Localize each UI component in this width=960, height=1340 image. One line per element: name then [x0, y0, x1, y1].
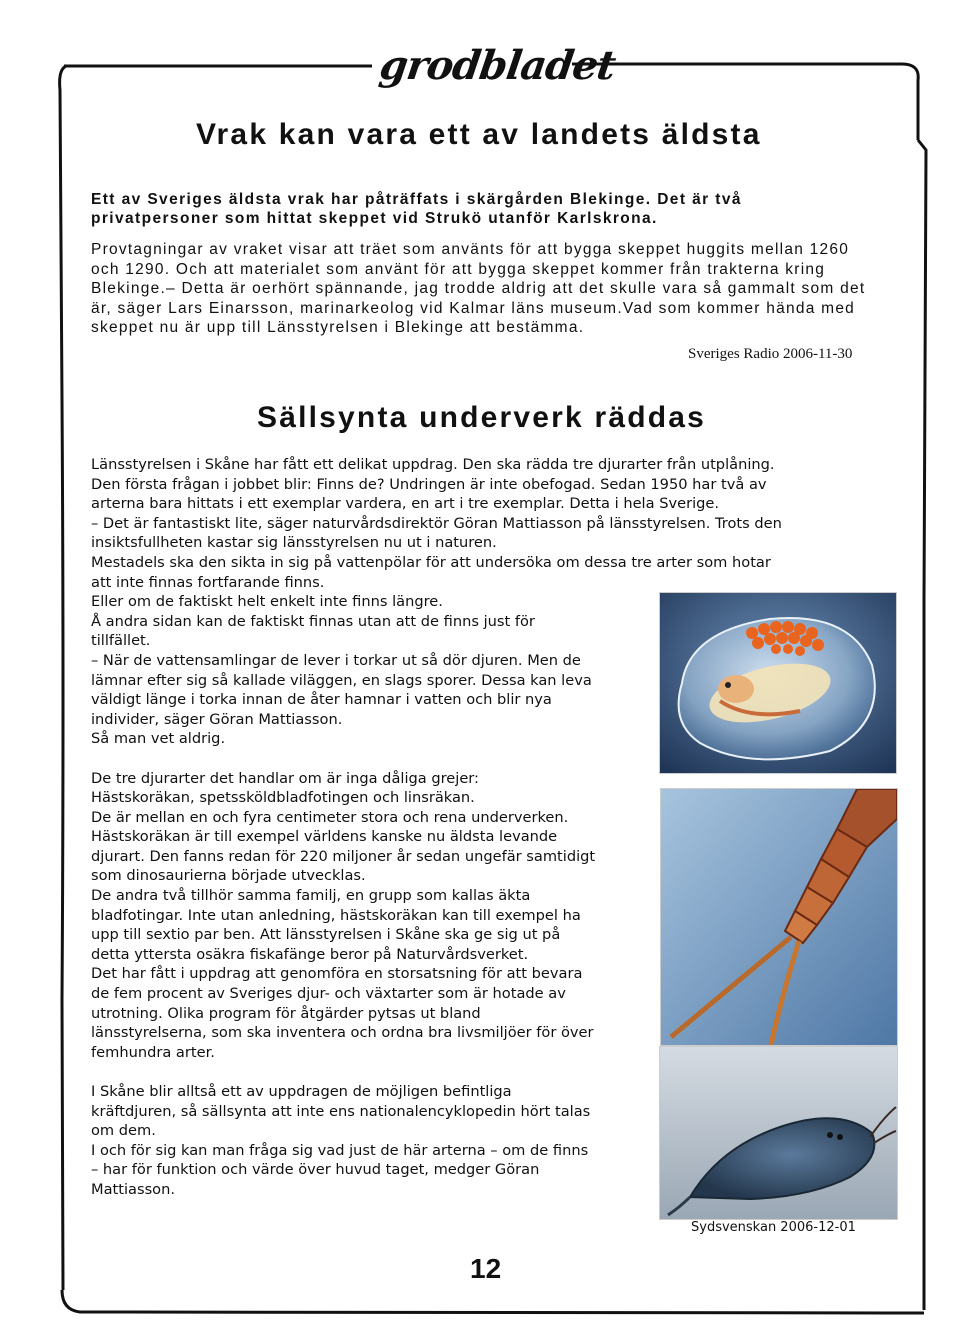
article2-line: I och för sig kan man fråga sig vad just de här arterna – om de finns: [91, 1141, 589, 1159]
article2-line: länsstyrelserna, som ska inventera och ordna bra livsmiljöer för över: [91, 1024, 594, 1042]
article2-line: De andra två tillhör samma familj, en grupp som kallas äkta: [91, 887, 531, 905]
article2-line: Mattiasson.: [91, 1180, 175, 1198]
article2-line: I Skåne blir alltså ett av uppdragen de möjligen befintliga: [91, 1083, 512, 1100]
article2-line: Den första frågan i jobbet blir: Finns de? Undringen är inte obefogad. Sedan 1950 har två av: [91, 475, 767, 493]
article2-line: Det har fått i uppdrag att genomföra en storsatsning för att bevara: [91, 965, 583, 983]
linsraka-photo: [659, 592, 897, 774]
page-number: 12: [470, 1253, 502, 1284]
article2-line: De tre djurarter det handlar om är inga dåliga grejer:: [91, 769, 479, 787]
article2-line: lämnar efter sig så kallade viläggen, en slags sporer. Dessa kan leva: [91, 671, 592, 689]
spetsskoldbladfoting-tail-photo: [660, 788, 898, 1046]
article2-line: Hästskoräkan är till exempel världens kanske nu äldsta levande: [91, 828, 558, 846]
article2-line: arterna bara hittats i ett exemplar vardera, en art i tre exemplar. Detta i hela Sverige.: [91, 495, 720, 513]
article2-line: de fem procent av Sveriges djur- och växtarter som är hotade av: [91, 985, 566, 1003]
article1-lead: Ett av Sveriges äldsta vrak har påträffats i skärgården Blekinge. Det är två privatpersoner som hittat skeppet vid Strukö utanför Karlskrona.: [91, 191, 742, 227]
article2-line: Mestadels ska den sikta in sig på vattenpölar för att undersöka om dessa tre arter som hotar: [91, 553, 771, 571]
article2-line: Så man vet aldrig.: [91, 730, 226, 748]
article2-line: Å andra sidan kan de faktiskt finnas utan att de finns just för: [91, 612, 535, 630]
article2-line: individer, säger Göran Mattiasson.: [91, 710, 343, 728]
article2-line: Eller om de faktiskt helt enkelt inte finns längre.: [91, 593, 443, 611]
article2-line: – Det är fantastiskt lite, säger naturvårdsdirektör Göran Mattiasson på länsstyrelsen. Trots den: [91, 514, 782, 532]
hastskoraka-photo: [659, 1046, 898, 1220]
article2-line: som dinosaurierna började utvecklas.: [91, 867, 366, 885]
article2-line: De är mellan en och fyra centimeter stora och rena underverken.: [91, 808, 569, 826]
article2-line: bladfotingar. Inte utan anledning, hästskoräkan kan till exempel ha: [91, 906, 581, 924]
article2-line: Hästskoräkan, spetssköldbladfotingen och linsräkan.: [91, 789, 475, 807]
article2-source: Sydsvenskan 2006-12-01: [691, 1220, 856, 1235]
grodbladet-logo: grodbladet: [376, 42, 618, 89]
article2-line: detta yttersta osäkra fiskafänge beror på Naturvårdsverket.: [91, 945, 529, 963]
article2-line: femhundra arter.: [91, 1043, 215, 1061]
article1-title: Vrak kan vara ett av landets äldsta: [196, 118, 762, 151]
article2-line: om dem.: [91, 1122, 156, 1140]
article1-source: Sveriges Radio 2006-11-30: [688, 346, 853, 362]
article2-line: upp till sextio par ben. Att länsstyrelsen i Skåne ska ge sig ut på: [91, 926, 561, 944]
article2-line: kräftdjuren, så sällsynta att inte ens nationalencyklopedin hört talas: [91, 1102, 591, 1120]
article2-line: att inte finnas fortfarande finns.: [91, 573, 325, 591]
article2-line: – När de vattensamlingar de lever i torkar ut så dör djuren. Men de: [91, 651, 581, 669]
article1-body: Provtagningar av vraket visar att träet som använts för att bygga skeppet huggits mellan 1260 och 1290. Och att materialet som använt för att bygga skeppet kommer från trakterna kring Blekinge.– Detta är oerhört spännande, jag trodde aldrig att det skulle vara så gammalt som det är, säger Lars Einarsson, marinarkeolog vid Kalmar läns museum.Vad som kommer hända med skeppet nu är upp till Länsstyrelsen i Blekinge att bestämma.: [91, 241, 866, 336]
article2-line: tillfället.: [91, 632, 151, 650]
article2-line: insiktsfullheten kastar sig länsstyrelsen nu ut i naturen.: [91, 534, 497, 552]
article2-line: Länsstyrelsen i Skåne har fått ett delikat uppdrag. Den ska rädda tre djurarter från utplåning.: [91, 456, 775, 473]
article2-line: djurart. Den fanns redan för 220 miljoner år sedan ungefär samtidigt: [91, 847, 596, 865]
article2-title: Sällsynta underverk räddas: [257, 401, 707, 434]
article2-line: – har för funktion och värde över huvud taget, medger Göran: [91, 1161, 540, 1179]
article2-line: väldigt länge i torka innan de åter hamnar i vatten och blir nya: [91, 691, 552, 709]
article2-line: utrotning. Olika program för åtgärder pytsas ut bland: [91, 1004, 481, 1022]
